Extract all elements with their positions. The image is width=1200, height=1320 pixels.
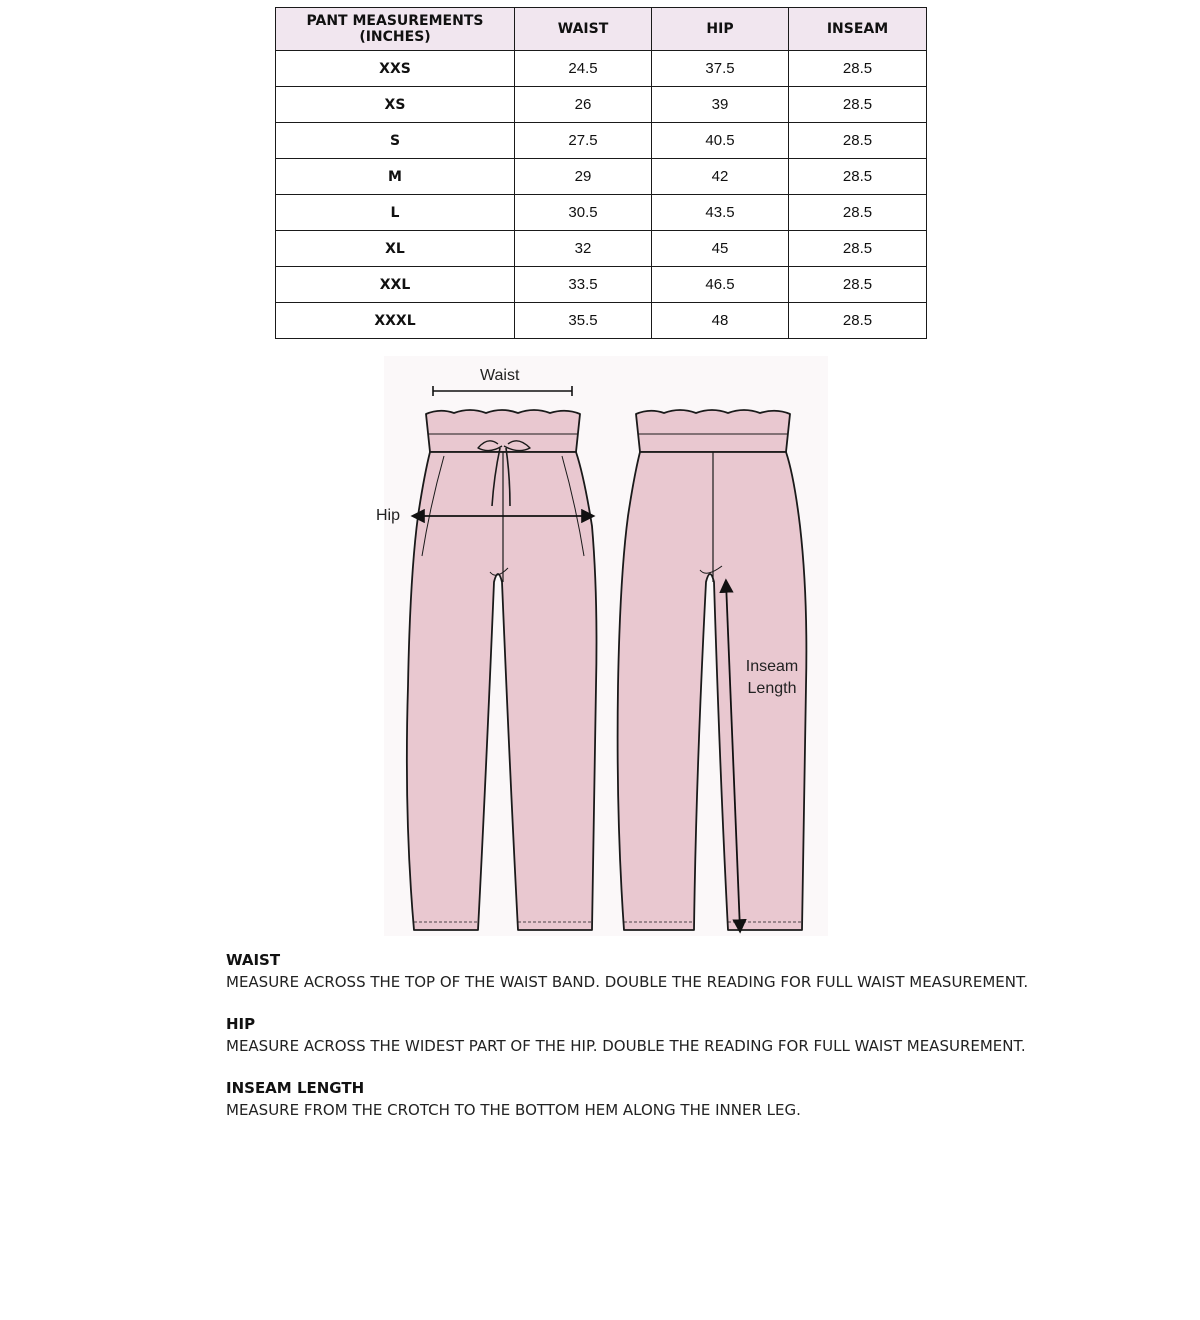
hip-diagram-label: Hip (376, 507, 401, 524)
size-cell: M (276, 159, 515, 195)
table-row (276, 267, 927, 303)
note-title: INSEAM LENGTH (226, 1079, 365, 1097)
size-cell: S (276, 123, 515, 159)
hip-cell: 43.5 (652, 195, 789, 231)
table-row (276, 231, 927, 267)
inseam-cell: 28.5 (789, 123, 927, 159)
note-inseam (226, 1077, 1126, 1121)
inseam-cell: 28.5 (789, 195, 927, 231)
waist-cell: 27.5 (515, 123, 652, 159)
size-chart-table (275, 7, 927, 339)
inseam-cell: 28.5 (789, 159, 927, 195)
note-text: MEASURE FROM THE CROTCH TO THE BOTTOM HEM ALONG THE INNER LEG. (226, 1101, 801, 1119)
size-cell: XXL (276, 267, 515, 303)
size-cell: XL (276, 231, 515, 267)
waist-cell: 29 (515, 159, 652, 195)
table-row (276, 159, 927, 195)
table-row (276, 51, 927, 87)
header-inseam: INSEAM (789, 8, 927, 51)
measurement-instructions (226, 949, 1126, 1141)
note-title: WAIST (226, 951, 281, 969)
note-text: MEASURE ACROSS THE WIDEST PART OF THE HIP. DOUBLE THE READING FOR FULL WAIST MEASUREMENT. (226, 1037, 1026, 1055)
hip-cell: 48 (652, 303, 789, 339)
hip-cell: 39 (652, 87, 789, 123)
note-hip (226, 1013, 1126, 1057)
inseam-cell: 28.5 (789, 87, 927, 123)
note-title: HIP (226, 1015, 256, 1033)
size-cell: XXS (276, 51, 515, 87)
inseam-label-line1: Inseam (745, 658, 799, 675)
waist-cell: 24.5 (515, 51, 652, 87)
table-row (276, 87, 927, 123)
pants-illustration (370, 356, 830, 936)
size-cell: XXXL (276, 303, 515, 339)
header-measurements: PANT MEASUREMENTS (INCHES) (276, 8, 515, 51)
hip-cell: 42 (652, 159, 789, 195)
hip-cell: 46.5 (652, 267, 789, 303)
note-waist (226, 949, 1126, 993)
inseam-diagram-label (737, 656, 807, 700)
note-text: MEASURE ACROSS THE TOP OF THE WAIST BAND. DOUBLE THE READING FOR FULL WAIST MEASUREMENT. (226, 973, 1029, 991)
hip-cell: 37.5 (652, 51, 789, 87)
table-header-row (276, 8, 927, 51)
header-waist: WAIST (515, 8, 652, 51)
waist-cell: 32 (515, 231, 652, 267)
header-hip: HIP (652, 8, 789, 51)
inseam-cell: 28.5 (789, 51, 927, 87)
waist-cell: 33.5 (515, 267, 652, 303)
size-cell: XS (276, 87, 515, 123)
inseam-label-line2: Length (747, 680, 797, 697)
pant-measurement-diagram (370, 356, 830, 936)
inseam-cell: 28.5 (789, 231, 927, 267)
waist-cell: 30.5 (515, 195, 652, 231)
hip-cell: 40.5 (652, 123, 789, 159)
table-row (276, 123, 927, 159)
size-cell: L (276, 195, 515, 231)
waist-cell: 35.5 (515, 303, 652, 339)
waist-diagram-label: Waist (480, 367, 520, 384)
inseam-cell: 28.5 (789, 303, 927, 339)
waist-cell: 26 (515, 87, 652, 123)
table-row (276, 303, 927, 339)
table-row (276, 195, 927, 231)
inseam-cell: 28.5 (789, 267, 927, 303)
hip-cell: 45 (652, 231, 789, 267)
